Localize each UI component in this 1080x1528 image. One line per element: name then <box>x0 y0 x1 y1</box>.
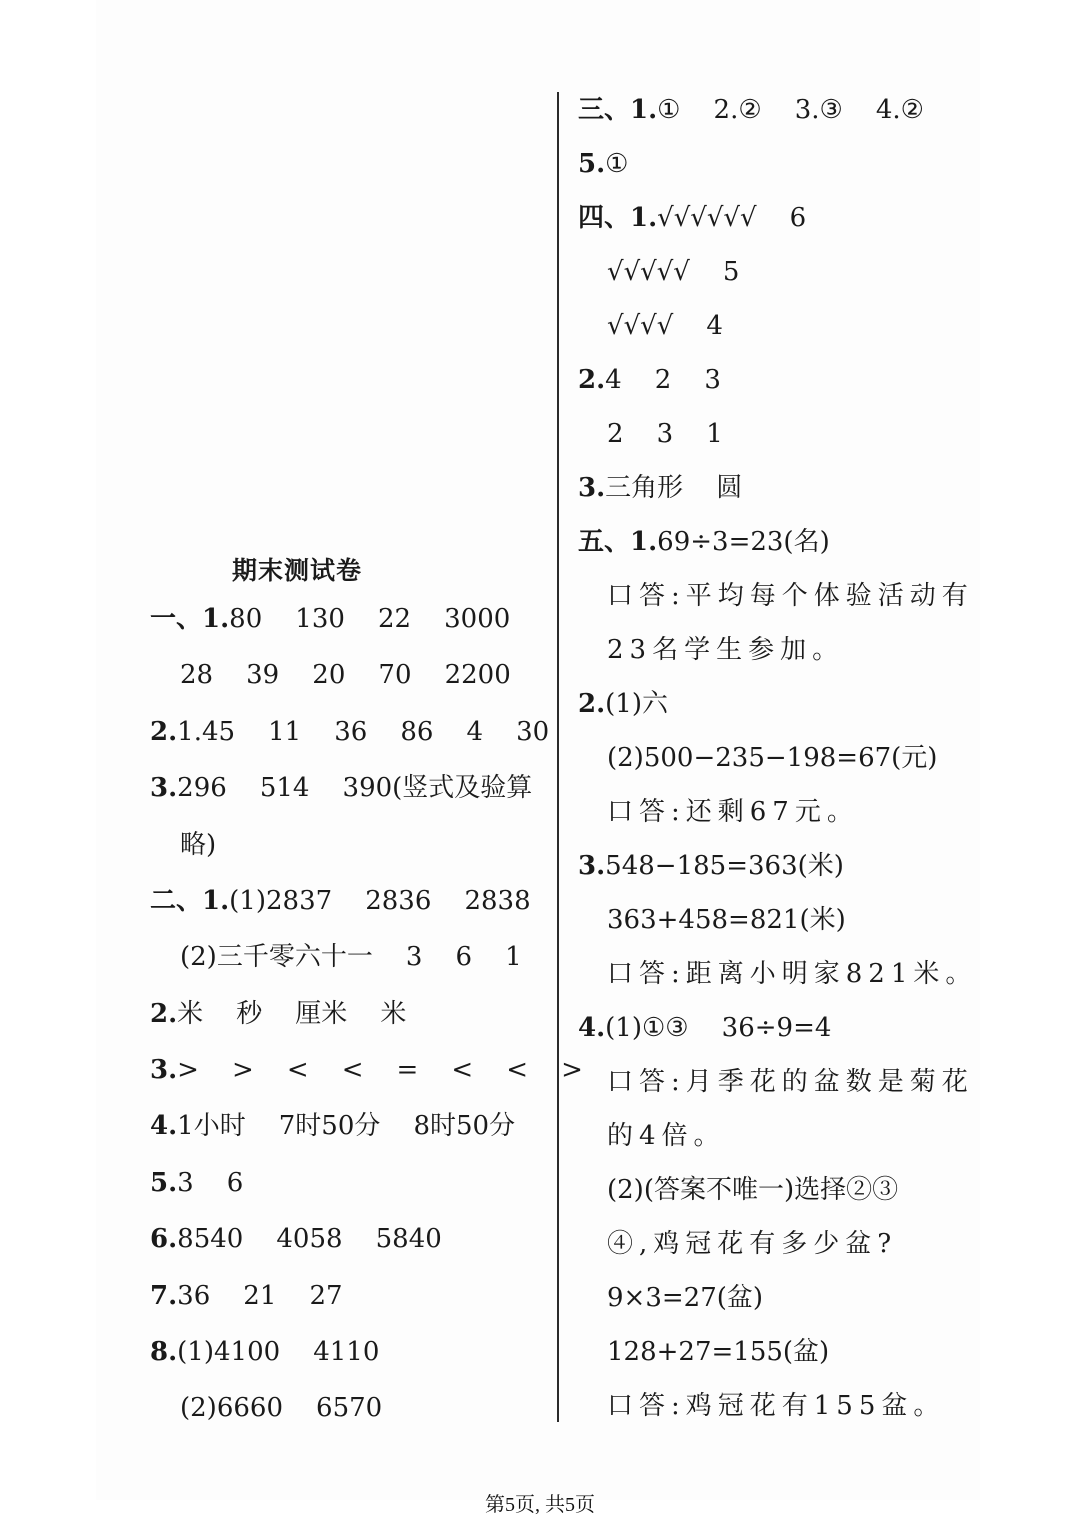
right-line: ④,鸡冠花有多少盆? <box>607 1229 898 1259</box>
left-line: 4.1小时 7时50分 8时50分 <box>150 1111 516 1141</box>
right-line: √√√√√ 5 <box>607 257 740 287</box>
right-line: 的4倍。 <box>607 1121 726 1151</box>
page-footer: 第5页, 共5页 <box>485 1494 595 1516</box>
left-line: 8.(1)4100 4110 <box>150 1337 380 1367</box>
right-line: 口答:平均每个体验活动有 <box>607 581 974 611</box>
left-line: 7.36 21 27 <box>150 1281 343 1311</box>
left-line: 一、1.80 130 22 3000 <box>150 604 511 634</box>
right-line: 2.4 2 3 <box>578 365 721 395</box>
right-line: 23名学生参加。 <box>607 635 845 665</box>
right-line: (2)500−235−198=67(元) <box>607 743 938 773</box>
right-line: 口答:距离小明家821米。 <box>607 959 978 989</box>
right-line: 363+458=821(米) <box>607 905 846 935</box>
left-line: 5.3 6 <box>150 1168 244 1198</box>
left-line: (2)6660 6570 <box>180 1393 383 1423</box>
right-line: (2)(答案不唯一)选择②③ <box>607 1175 899 1205</box>
right-line: 128+27=155(盆) <box>607 1337 830 1367</box>
left-line: (2)三千零六十一 3 6 1 <box>180 942 522 972</box>
right-line: 5.① <box>578 149 629 179</box>
left-line: 6.8540 4058 5840 <box>150 1224 442 1254</box>
right-line: 口答:月季花的盆数是菊花 <box>607 1067 974 1097</box>
column-divider <box>557 92 559 1422</box>
right-line: 三、1.① 2.② 3.③ 4.② <box>578 95 924 125</box>
right-line: 口答:鸡冠花有155盆。 <box>607 1391 946 1421</box>
right-line: 2 3 1 <box>607 419 723 449</box>
left-line: 二、1.(1)2837 2836 2838 <box>150 886 531 916</box>
right-line: 口答:还剩67元。 <box>607 797 859 827</box>
right-line: 3.三角形 圆 <box>578 473 743 503</box>
right-line: √√√√ 4 <box>607 311 723 341</box>
right-line: 2.(1)六 <box>578 689 668 719</box>
left-line: 28 39 20 70 2200 <box>180 660 511 690</box>
left-line: 2.米 秒 厘米 米 <box>150 999 407 1029</box>
right-line: 4.(1)①③ 36÷9=4 <box>578 1013 832 1043</box>
left-line: 3.> > < < = < < > <box>150 1055 583 1085</box>
right-line: 四、1.√√√√√√ 6 <box>578 203 807 233</box>
right-line: 9×3=27(盆) <box>607 1283 764 1313</box>
left-line: 3.296 514 390(竖式及验算 <box>150 773 533 803</box>
left-line: 2.1.45 11 36 86 4 30 <box>150 717 550 747</box>
section-title: 期末测试卷 <box>232 556 363 585</box>
right-line: 五、1.69÷3=23(名) <box>578 527 830 557</box>
right-line: 3.548−185=363(米) <box>578 851 844 881</box>
left-line: 略) <box>180 830 217 860</box>
